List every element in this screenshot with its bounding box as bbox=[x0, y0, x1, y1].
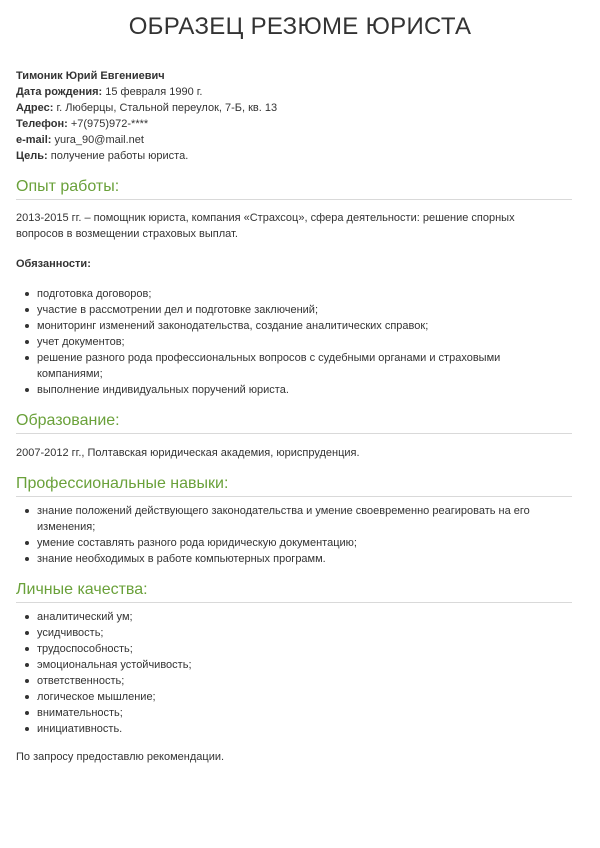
list-item: учет документов; bbox=[37, 334, 537, 350]
section-heading-experience: Опыт работы: bbox=[16, 177, 572, 200]
candidate-name: Тимоник Юрий Евгениевич bbox=[16, 70, 165, 82]
list-item: логическое мышление; bbox=[37, 689, 584, 705]
address bbox=[16, 100, 584, 116]
section-heading-skills: Профессиональные навыки: bbox=[16, 474, 572, 497]
phone bbox=[16, 116, 584, 132]
career-goal bbox=[16, 148, 584, 164]
experience-text: 2013-2015 гг. – помощник юриста, компания «Страхсоц», сфера деятельности: решение спорных вопросов в возмещении страховых выплат. bbox=[16, 212, 515, 240]
phone-label: Телефон: bbox=[16, 118, 68, 130]
list-item: знание положений действующего законодательства и умение своевременно реагировать на его изменения; bbox=[37, 503, 567, 535]
skills-list bbox=[16, 503, 567, 567]
list-item: умение составлять разного рода юридическую документацию; bbox=[37, 535, 567, 551]
address-label: Адрес: bbox=[16, 102, 54, 114]
list-item: участие в рассмотрении дел и подготовке заключений; bbox=[37, 302, 537, 318]
list-item: инициативность. bbox=[37, 721, 584, 737]
list-item: ответственность; bbox=[37, 673, 584, 689]
list-item: внимательность; bbox=[37, 705, 584, 721]
list-item: трудоспособность; bbox=[37, 641, 584, 657]
birth-date bbox=[16, 84, 584, 100]
birth-date-value: 15 февраля 1990 г. bbox=[102, 86, 203, 98]
section-heading-qualities: Личные качества: bbox=[16, 580, 572, 603]
list-item: выполнение индивидуальных поручений юриста. bbox=[37, 382, 537, 398]
list-item: знание необходимых в работе компьютерных программ. bbox=[37, 551, 567, 567]
duties-list bbox=[16, 286, 537, 398]
birth-date-label: Дата рождения: bbox=[16, 86, 103, 98]
list-item: эмоциональная устойчивость; bbox=[37, 657, 584, 673]
address-value: г. Люберцы, Стальной переулок, 7-Б, кв. 13 bbox=[53, 102, 278, 114]
list-item: мониторинг изменений законодательства, создание аналитических справок; bbox=[37, 318, 537, 334]
page-title: ОБРАЗЕЦ РЕЗЮМЕ ЮРИСТА bbox=[128, 13, 472, 40]
footer-note: По запросу предоставлю рекомендации. bbox=[16, 751, 225, 763]
phone-value: +7(975)972-**** bbox=[67, 118, 149, 130]
email bbox=[16, 132, 584, 148]
email-label: e-mail: bbox=[16, 134, 52, 146]
goal-value: получение работы юриста. bbox=[47, 150, 189, 162]
qualities-list bbox=[16, 609, 584, 737]
list-item: решение разного рода профессиональных вопросов с судебными органами и страховыми компаниями; bbox=[37, 350, 537, 382]
education-text: 2007-2012 гг., Полтавская юридическая академия, юриспруденция. bbox=[16, 447, 360, 459]
list-item: подготовка договоров; bbox=[37, 286, 537, 302]
duties-label: Обязанности: bbox=[16, 258, 91, 270]
section-heading-education: Образование: bbox=[16, 411, 572, 434]
goal-label: Цель: bbox=[16, 150, 48, 162]
list-item: усидчивость; bbox=[37, 625, 584, 641]
list-item: аналитический ум; bbox=[37, 609, 584, 625]
email-value: yura_90@mail.net bbox=[51, 134, 144, 146]
contact-block bbox=[16, 68, 584, 148]
